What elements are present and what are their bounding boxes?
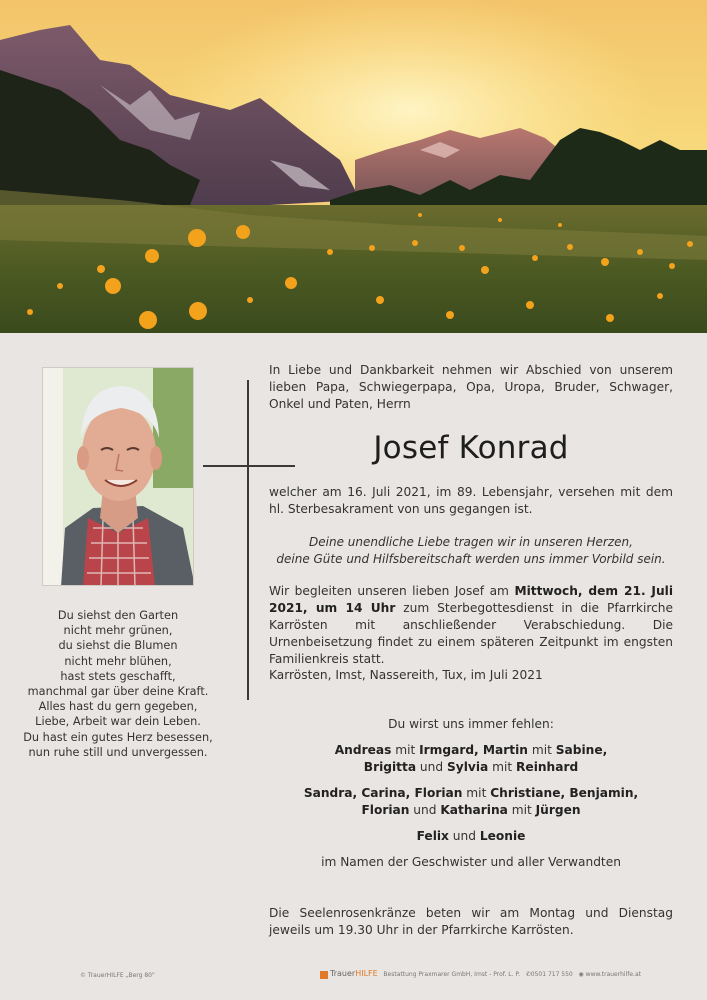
family-name: Katharina — [440, 803, 508, 817]
memorial-quote — [269, 534, 673, 568]
poem-line: nun ruhe still und unvergessen. — [28, 745, 208, 759]
portrait-photo — [42, 367, 194, 586]
poem — [20, 608, 216, 760]
family-conj: mit — [507, 803, 536, 817]
family-conj: mit — [488, 760, 517, 774]
phone-icon: ✆ — [525, 971, 531, 978]
poem-line: manchmal gar über deine Kraft. — [27, 685, 209, 699]
brand-part: HILFE — [355, 969, 378, 978]
poem-line: nicht mehr grünen, — [63, 624, 173, 638]
family-name: Brigitta — [363, 760, 417, 774]
poem-line: Du siehst den Garten — [57, 609, 179, 622]
family-conj: mit — [391, 743, 420, 757]
quote-line: Deine unendliche Liebe tragen wir in unseren Herzen, — [309, 535, 633, 549]
intro-text: In Liebe und Dankbarkeit nehmen wir Abschied von unserem lieben Papa, Schwiegerpapa, Opa, Uropa, Bruder, Schwager, Onkel und Paten, Herrn — [269, 363, 673, 411]
footer-brand — [320, 969, 641, 979]
relatives-line: im Namen der Geschwister und aller Verwandten — [321, 855, 621, 869]
family-name: Andreas — [334, 743, 392, 757]
family-line — [269, 759, 673, 776]
mountain-meadow-image — [0, 0, 707, 333]
family-line — [269, 785, 673, 802]
family-name: Florian — [361, 803, 410, 817]
rosary-text: Die Seelenrosenkränze beten wir am Montag und Dienstag jeweils um 19.30 Uhr in der Pfarrkirche Karrösten. — [269, 906, 673, 937]
family-name: Reinhard — [516, 760, 579, 774]
trauerhilfe-logo-icon — [320, 971, 328, 979]
funeral-datetime: Mittwoch, dem 21. Juli 2021, um 14 Uhr — [269, 584, 674, 615]
family-conj: mit — [527, 743, 556, 757]
family-line — [269, 742, 673, 759]
poem-line: nicht mehr blühen, — [64, 654, 172, 668]
funeral-text-b: zum Sterbegottesdienst in die Pfarrkirche Karrösten mit anschließender Verabschiedung. Die Urnenbeisetzung findet zu einem späteren Zeitpunkt im engsten Familienkreis statt. — [269, 601, 673, 666]
deceased-name: Josef Konrad — [373, 430, 569, 466]
places-date: Karrösten, Imst, Nassereith, Tux, im Juli 2021 — [269, 668, 543, 682]
family-conj: und — [409, 803, 441, 817]
footer-company: Bestattung Praxmarer GmbH, Imst - Prof. L. P. — [383, 971, 520, 978]
poem-line: Alles hast du gern gegeben, — [38, 700, 198, 714]
family-conj: mit — [462, 786, 491, 800]
family-name: Sylvia — [447, 760, 489, 774]
funeral-text — [269, 583, 673, 668]
death-text: welcher am 16. Juli 2021, im 89. Lebensjahr, versehen mit dem hl. Sterbesakrament von uns gegangen ist. — [269, 485, 673, 516]
family-name: Jürgen — [535, 803, 581, 817]
family-name: Sabine, — [555, 743, 608, 757]
family-name: Felix — [416, 829, 449, 843]
cross-icon — [247, 380, 249, 700]
family-conj: und — [416, 760, 447, 774]
family-name: Irmgard, Martin — [419, 743, 528, 757]
family-conj: und — [448, 829, 480, 843]
family-name: Christiane, Benjamin, — [490, 786, 639, 800]
family-line — [269, 802, 673, 819]
family-line — [269, 828, 673, 845]
poem-line: du siehst die Blumen — [58, 639, 178, 653]
footer-site[interactable]: www.trauerhilfe.at — [585, 971, 641, 978]
funeral-text-a: Wir begleiten unseren lieben Josef am — [269, 584, 515, 598]
miss-line: Du wirst uns immer fehlen: — [388, 717, 554, 731]
family-names — [269, 742, 673, 845]
quote-line: deine Güte und Hilfsbereitschaft werden uns immer Vorbild sein. — [276, 552, 666, 566]
poem-line: Du hast ein gutes Herz besessen, — [23, 730, 213, 744]
poem-line: Liebe, Arbeit war dein Leben. — [35, 715, 201, 729]
footer-copyright: © TrauerHILFE „Berg 80" — [80, 972, 155, 979]
footer-phone: 0501 717 550 — [530, 971, 573, 978]
family-name: Sandra, Carina, Florian — [303, 786, 463, 800]
family-name: Leonie — [479, 829, 526, 843]
brand-part: Trauer — [330, 969, 356, 978]
poem-line: hast stets geschafft, — [60, 669, 176, 683]
globe-icon: ◉ — [578, 971, 584, 978]
